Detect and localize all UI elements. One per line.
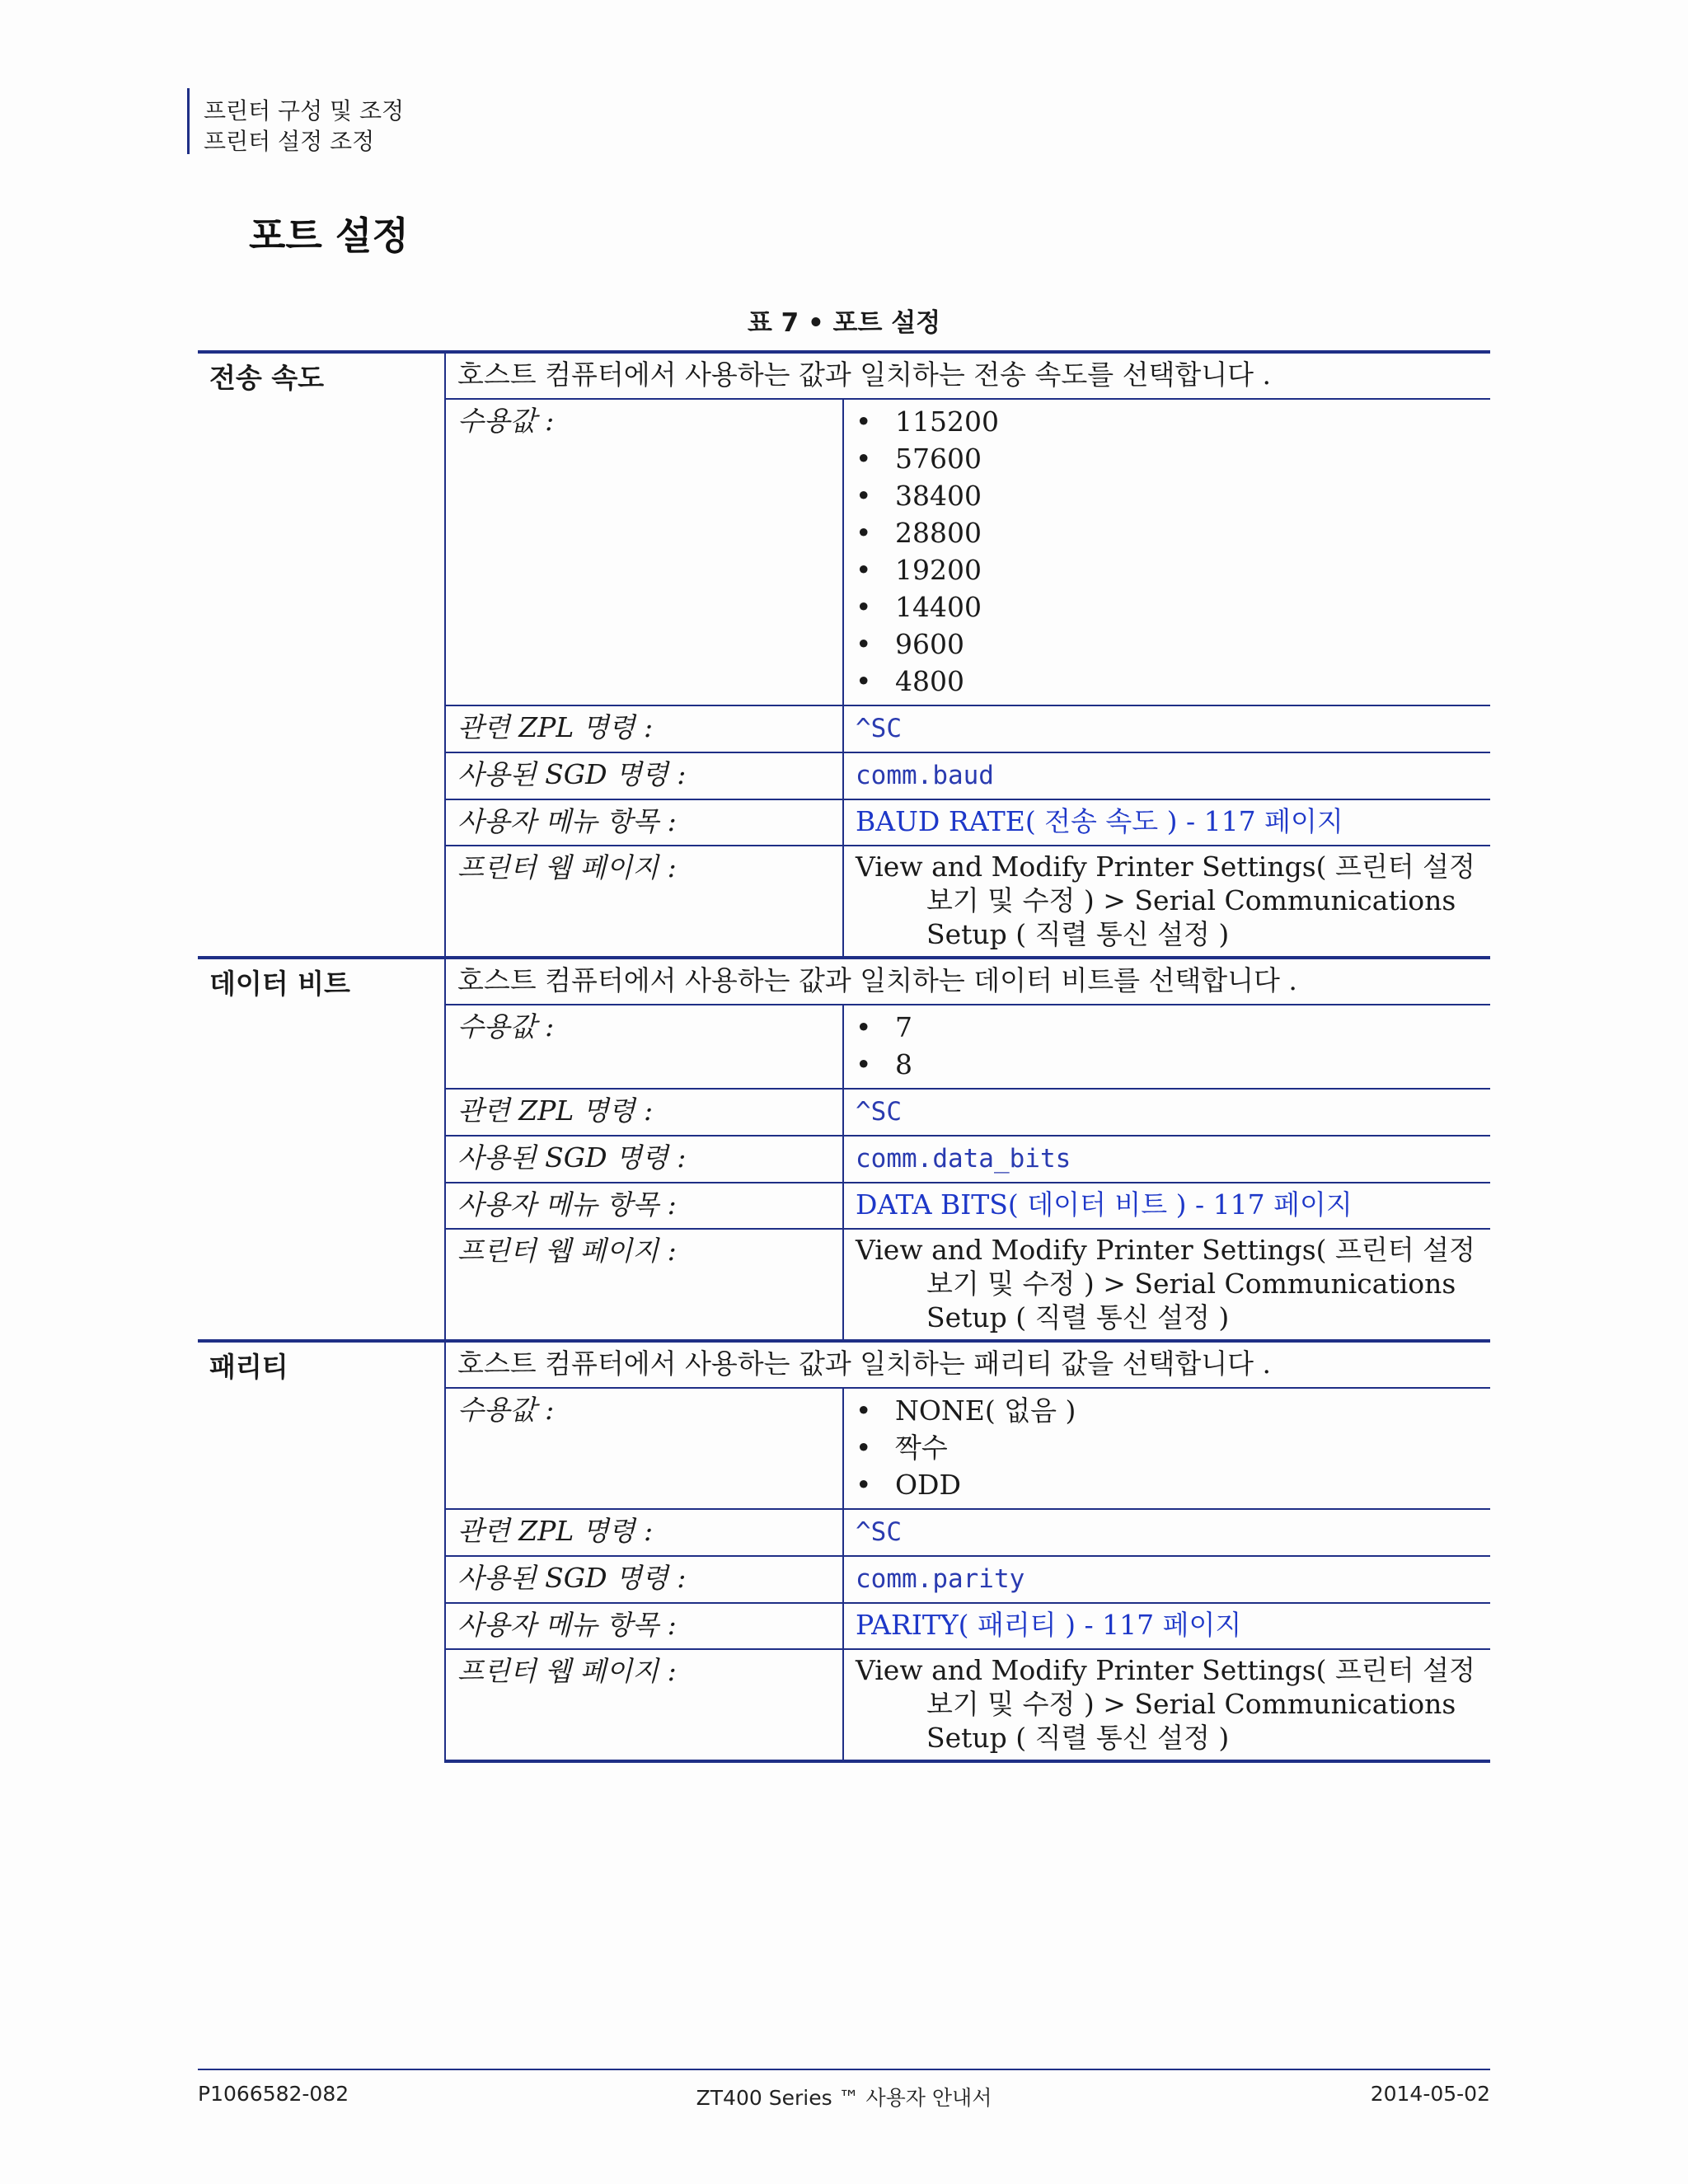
port-settings-table	[198, 350, 1490, 1763]
list-item: • 38400	[856, 477, 1479, 514]
list-item: • ODD	[856, 1466, 1479, 1503]
zpl-command-value	[843, 1509, 1490, 1556]
web-page-path: View and Modify Printer Settings( 프린터 설정 보기 및 수정 ) > Serial Communications Setup ( 직렬 통신 설정 )	[856, 851, 1475, 950]
footer-date: 2014-05-02	[1370, 2082, 1490, 2106]
setting-name: 전송 속도	[198, 352, 445, 958]
zpl-command-text: ^SC	[856, 1097, 902, 1127]
menu-item-label: 사용자 메뉴 항목 :	[445, 1603, 843, 1649]
accepted-values-label: 수용값 :	[445, 1005, 843, 1089]
menu-item-value	[843, 1183, 1490, 1229]
sgd-command-label: 사용된 SGD 명령 :	[445, 752, 843, 799]
table-caption: 표 7 • 포트 설정	[747, 308, 941, 338]
web-page-label: 프린터 웹 페이지 :	[445, 1649, 843, 1761]
setting-description: 호스트 컴퓨터에서 사용하는 값과 일치하는 패리티 값을 선택합니다 .	[445, 1341, 1490, 1388]
sgd-command-label: 사용된 SGD 명령 :	[445, 1136, 843, 1183]
page-header	[0, 87, 495, 154]
menu-item-link[interactable]: PARITY( 패리티 ) - 117 페이지	[856, 1609, 1242, 1641]
accepted-values-value	[843, 1005, 1490, 1089]
sgd-command-label: 사용된 SGD 명령 :	[445, 1556, 843, 1603]
web-page-value	[843, 846, 1490, 958]
value-list	[856, 1392, 1479, 1503]
menu-item-value	[843, 799, 1490, 846]
footer-title: ZT400 Series ™ 사용자 안내서	[696, 2086, 992, 2110]
list-item: • 8	[856, 1046, 1479, 1083]
sgd-command-text: comm.data_bits	[856, 1144, 1071, 1174]
zpl-command-label: 관련 ZPL 명령 :	[445, 705, 843, 752]
web-page-label: 프린터 웹 페이지 :	[445, 1229, 843, 1341]
setting-description: 호스트 컴퓨터에서 사용하는 값과 일치하는 데이터 비트를 선택합니다 .	[445, 958, 1490, 1005]
web-page-value	[843, 1649, 1490, 1761]
setting-name: 데이터 비트	[198, 958, 445, 1341]
list-item: • 짝수	[856, 1429, 1479, 1466]
web-page-path: View and Modify Printer Settings( 프린터 설정 보기 및 수정 ) > Serial Communications Setup ( 직렬 통신 설정 )	[856, 1654, 1475, 1754]
sgd-command-text: comm.baud	[856, 761, 994, 790]
zpl-command-value	[843, 1089, 1490, 1136]
setting-row	[198, 352, 1490, 399]
setting-row	[198, 958, 1490, 1005]
accepted-values-label: 수용값 :	[445, 399, 843, 705]
list-item: • 57600	[856, 440, 1479, 477]
zpl-command-label: 관련 ZPL 명령 :	[445, 1089, 843, 1136]
value-list	[856, 403, 1479, 700]
list-item: • 7	[856, 1009, 1479, 1046]
web-page-value	[843, 1229, 1490, 1341]
header-divider	[187, 88, 190, 154]
list-item: • 28800	[856, 514, 1479, 551]
menu-item-label: 사용자 메뉴 항목 :	[445, 799, 843, 846]
zpl-command-text: ^SC	[856, 1517, 902, 1547]
breadcrumb-section: 프린터 설정 조정	[204, 128, 375, 155]
footer-doc-number: P1066582-082	[198, 2082, 349, 2106]
section-title: 포트 설정	[249, 213, 409, 258]
accepted-values-label: 수용값 :	[445, 1388, 843, 1509]
accepted-values-value	[843, 1388, 1490, 1509]
setting-row	[198, 1341, 1490, 1388]
list-item: • NONE( 없음 )	[856, 1392, 1479, 1429]
zpl-command-label: 관련 ZPL 명령 :	[445, 1509, 843, 1556]
list-item: • 14400	[856, 588, 1479, 626]
setting-name: 패리티	[198, 1341, 445, 1761]
footer-divider	[198, 2069, 1490, 2070]
web-page-path: View and Modify Printer Settings( 프린터 설정 보기 및 수정 ) > Serial Communications Setup ( 직렬 통신 설정 )	[856, 1234, 1475, 1333]
list-item: • 4800	[856, 663, 1479, 700]
value-list	[856, 1009, 1479, 1083]
setting-description: 호스트 컴퓨터에서 사용하는 값과 일치하는 전송 속도를 선택합니다 .	[445, 352, 1490, 399]
menu-item-link[interactable]: BAUD RATE( 전송 속도 ) - 117 페이지	[856, 805, 1343, 837]
menu-item-value	[843, 1603, 1490, 1649]
menu-item-label: 사용자 메뉴 항목 :	[445, 1183, 843, 1229]
list-item: • 9600	[856, 626, 1479, 663]
breadcrumb-chapter: 프린터 구성 및 조정	[204, 97, 405, 124]
sgd-command-value	[843, 1136, 1490, 1183]
sgd-command-value	[843, 752, 1490, 799]
menu-item-link[interactable]: DATA BITS( 데이터 비트 ) - 117 페이지	[856, 1188, 1353, 1221]
web-page-label: 프린터 웹 페이지 :	[445, 846, 843, 958]
list-item: • 115200	[856, 403, 1479, 440]
zpl-command-text: ^SC	[856, 714, 902, 743]
sgd-command-value	[843, 1556, 1490, 1603]
zpl-command-value	[843, 705, 1490, 752]
accepted-values-value	[843, 399, 1490, 705]
sgd-command-text: comm.parity	[856, 1564, 1025, 1594]
list-item: • 19200	[856, 551, 1479, 588]
